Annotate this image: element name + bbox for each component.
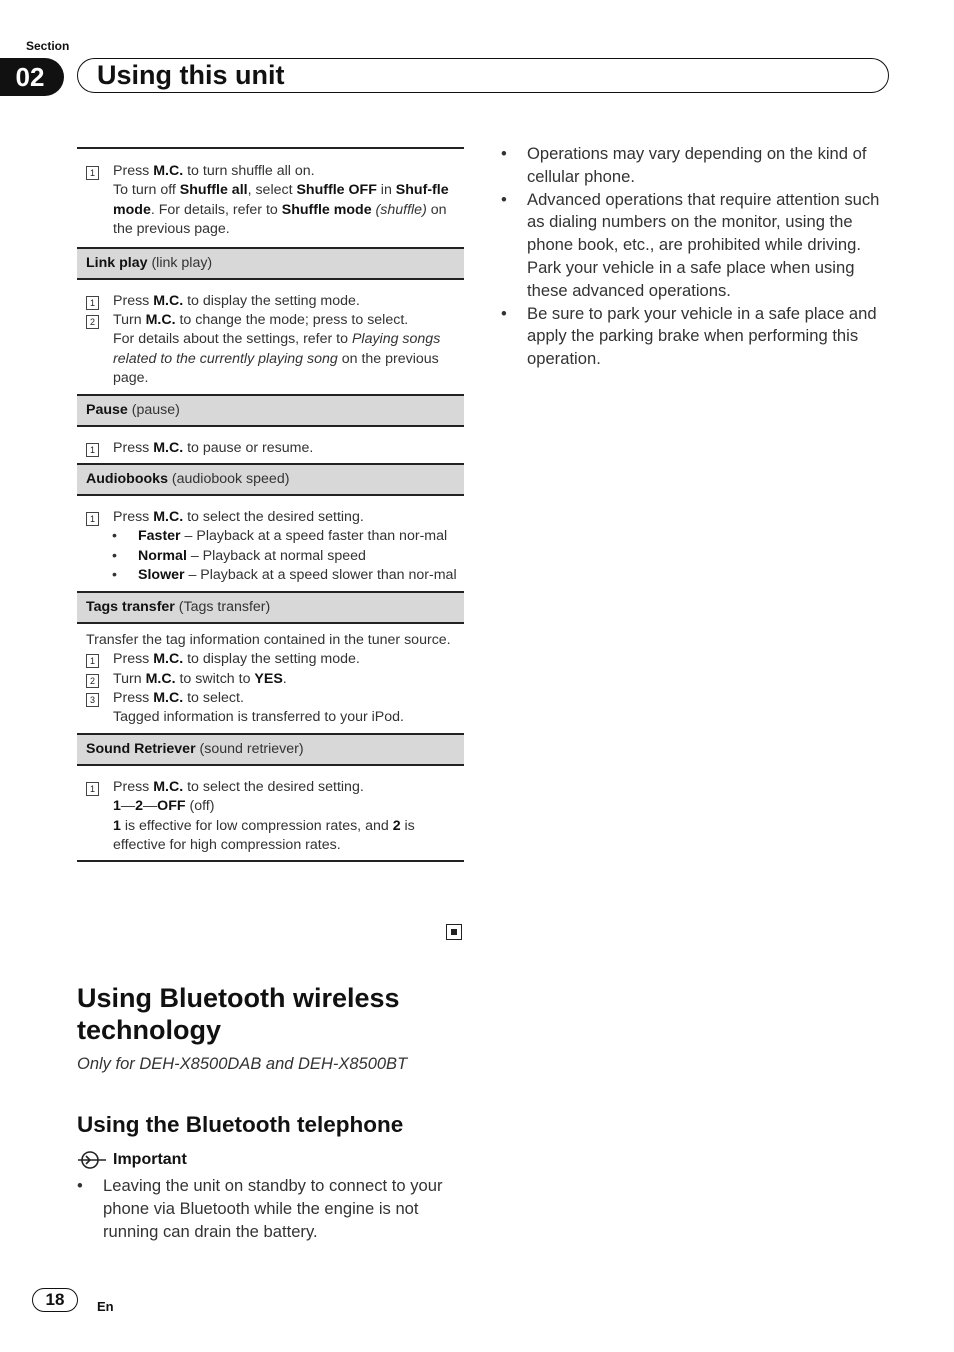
step-text: Press M.C. to display the setting mode. [113, 292, 360, 309]
list-item: • Be sure to park your vehicle in a safe place and apply the parking brake when performing this operation. [501, 303, 877, 369]
important-icon [77, 1150, 107, 1170]
option-item: • Faster – Playback at a speed faster than nor-mal [112, 528, 448, 545]
step-item [86, 650, 464, 669]
step-number: 3 [86, 693, 99, 707]
option-item: • Slower – Playback at a speed slower than nor-mal [112, 567, 457, 584]
telephone-subheading: Using the Bluetooth telephone [77, 1112, 404, 1137]
section-label: Section [26, 39, 70, 53]
list-item: • Operations may vary depending on the kind of cellular phone. [501, 144, 867, 186]
sound-retriever-heading: Sound Retriever (sound retriever) [77, 733, 464, 766]
step-text: Press M.C. to display the setting mode. [113, 651, 360, 668]
link-play-heading: Link play (link play) [77, 247, 464, 280]
list-item: • Advanced operations that require attention such as dialing numbers on the monitor, using the phone book, etc., are prohibited while driving. Park your vehicle in a safe place when using these advanced operations. [501, 189, 880, 300]
end-of-section-icon [446, 924, 462, 940]
step-text: Press M.C. to select the desired setting. 1—2—OFF (off) 1 is effective for low compression rates, and 2 is effective for high compression rates. [113, 778, 415, 853]
tags-transfer-block [77, 624, 464, 733]
sound-retriever-block [77, 766, 464, 861]
pause-block [77, 427, 464, 463]
step-number: 1 [86, 654, 99, 668]
important-note [77, 1150, 187, 1170]
step-item [86, 162, 464, 240]
bluetooth-heading: Using Bluetooth wireless technology [77, 983, 400, 1045]
table-bottom-rule [77, 860, 464, 862]
step-text: Turn M.C. to change the mode; press to select. For details about the settings, refer to Playing songs related to the currently playing song on the previous page. [113, 312, 441, 387]
step-item [86, 778, 464, 856]
step-item [86, 508, 464, 527]
step-item [86, 670, 464, 689]
step-number: 1 [86, 296, 99, 310]
audiobooks-heading: Audiobooks (audiobook speed) [77, 463, 464, 496]
section-number-badge: 02 [0, 58, 64, 96]
left-bullet-list [77, 1175, 469, 1243]
step-item [86, 439, 464, 458]
step-text: Press M.C. to select the desired setting. [113, 509, 364, 526]
tags-transfer-heading: Tags transfer (Tags transfer) [77, 591, 464, 624]
option-item: • Normal – Playback at normal speed [112, 547, 366, 564]
step-item [86, 292, 464, 311]
step-number: 1 [86, 166, 99, 180]
page-number: 18 [32, 1288, 78, 1312]
list-item: • Leaving the unit on standby to connect to your phone via Bluetooth while the engine is not running can drain the battery. [77, 1176, 443, 1241]
right-bullet-list [501, 143, 893, 371]
step-text: Press M.C. to select. Tagged information is transferred to your iPod. [113, 689, 404, 726]
step-item [86, 689, 464, 728]
step-text: Press M.C. to turn shuffle all on. To turn off Shuffle all, select Shuffle OFF in Shuf-fle mode. For details, refer to Shuffle mode (shuffle) on the previous page. [113, 163, 449, 238]
language-label: En [97, 1299, 114, 1314]
step-text: Turn M.C. to switch to YES. [113, 670, 287, 687]
link-play-block [77, 280, 464, 394]
step-number: 1 [86, 512, 99, 526]
important-label: Important [113, 1151, 187, 1168]
step-item [86, 311, 464, 389]
step-text: Press M.C. to pause or resume. [113, 439, 314, 456]
step-number: 1 [86, 782, 99, 796]
section-title: Using this unit [97, 60, 285, 90]
model-note: Only for DEH-X8500DAB and DEH-X8500BT [77, 1055, 408, 1073]
shuffle-block [77, 149, 464, 245]
pause-heading: Pause (pause) [77, 394, 464, 427]
step-number: 2 [86, 674, 99, 688]
audiobooks-block [77, 496, 464, 591]
step-number: 1 [86, 443, 99, 457]
settings-table [77, 147, 464, 862]
tags-transfer-intro: Transfer the tag information contained in the tuner source. [86, 631, 451, 648]
step-number: 2 [86, 315, 99, 329]
